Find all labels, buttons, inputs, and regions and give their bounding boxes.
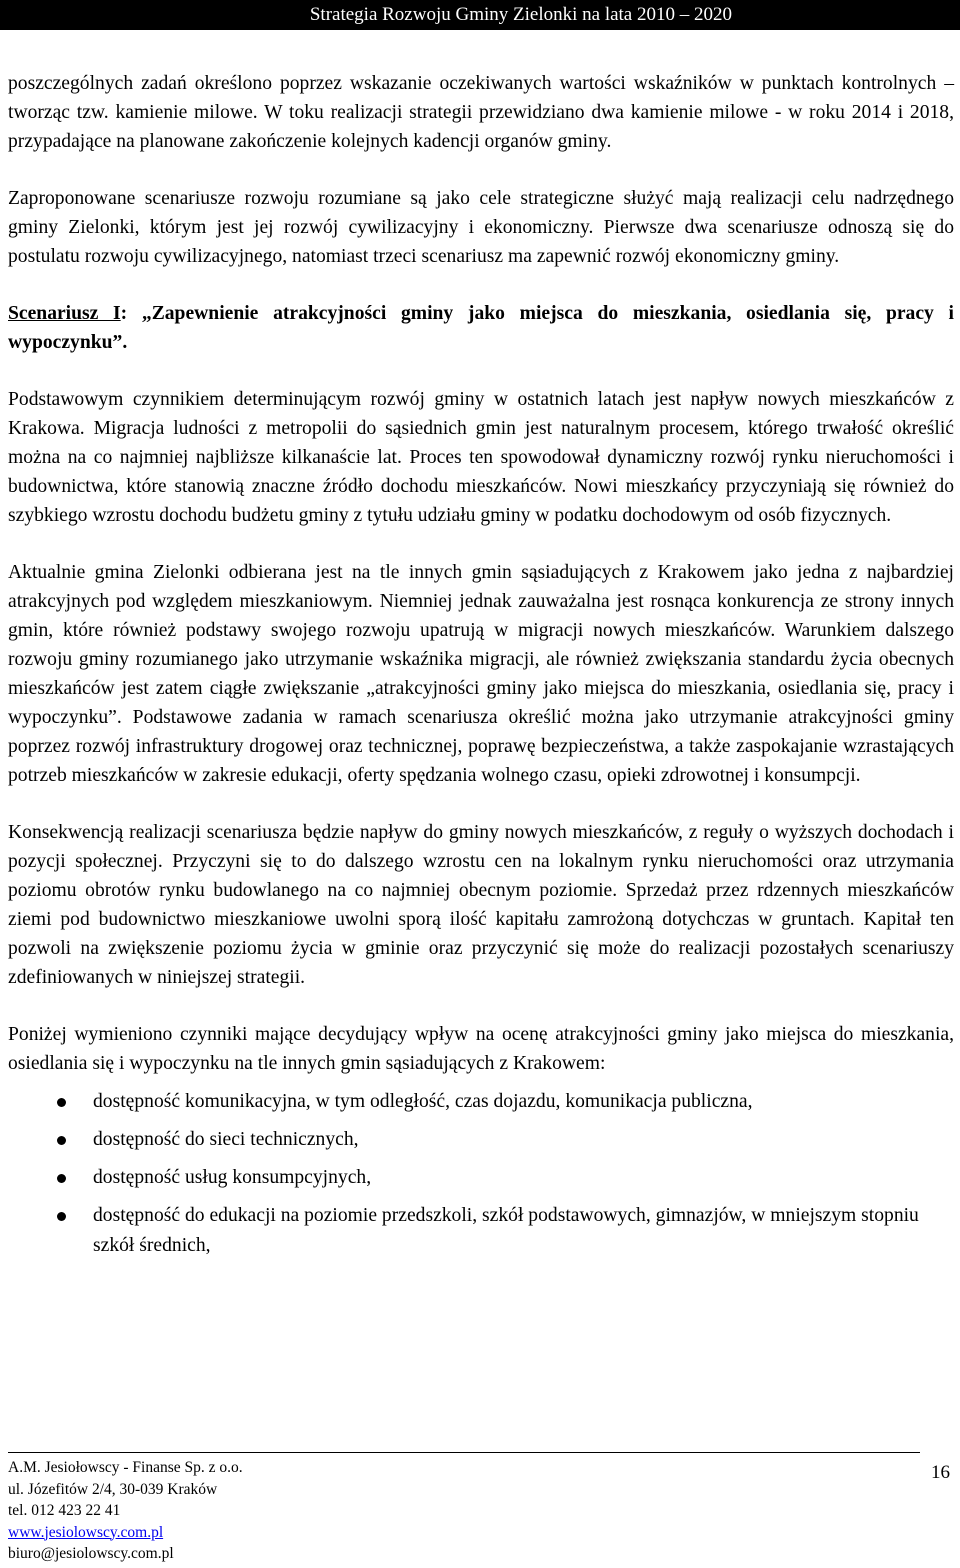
page-number: 16	[931, 1462, 950, 1483]
paragraph-scenarios: Zaproponowane scenariusze rozwoju rozumiane są jako cele strategiczne służyć mają realizacji celu nadrzędnego gminy Zielonki, którym jest jej rozwój cywilizacyjny i ekonomiczny. Pierwsze dwa scenariusze odnoszą się do postulatu rozwoju cywilizacyjnego, natomiast trzeci scenariusz ma zapewnić rozwój ekonomiczny gminy.	[8, 188, 954, 267]
document-title: Strategia Rozwoju Gminy Zielonki na lata 2010 – 2020	[309, 4, 732, 25]
page-footer	[8, 1457, 243, 1565]
paragraph-consequences: Konsekwencją realizacji scenariusza będzie napływ do gminy nowych mieszkańców, z reguły o wyższych dochodach i pozycji społecznej. Przyczyni się to do dalszego wzrostu cen na lokalnym rynku nieruchomości oraz utrzymania poziomu obrotów rynku budowlanego na co najmniej obecnym poziomie. Sprzedaż przez rdzennych mieszkańców ziemi pod budownictwo mieszkaniowe uwolni sporą ilość kapitału zamrożoną dotychczas w gruntach. Kapitał ten pozwoli na zwiększenie poziomu życia w gminie oraz przyczynić się może do realizacji pozostałych scenariuszy zdefiniowanych w niniejszej strategii.	[8, 822, 954, 988]
list-item: dostępność komunikacyjna, w tym odległość, czas dojazdu, komunikacja publiczna,	[8, 1087, 954, 1117]
factors-list	[8, 1087, 954, 1261]
footer-company: A.M. Jesiołowscy - Finanse Sp. z o.o.	[8, 1459, 243, 1476]
footer-divider	[8, 1452, 920, 1453]
scenario-heading	[8, 299, 954, 357]
page-header	[0, 0, 960, 30]
paragraph-attractiveness: Aktualnie gmina Zielonki odbierana jest na tle innych gmin sąsiadujących z Krakowem jako jedna z najbardziej atrakcyjnych pod względem mieszkaniowym. Niemniej jednak zauważalna jest rosnąca konkurencja ze strony innych gmin, które również podstawy swojego rozwoju upatrują w migracji nowych mieszkańców. Warunkiem dalszego rozwoju gminy rozumianego jako utrzymanie wskaźnika migracji, ale również zwiększania standardu życia obecnych mieszkańców jest zatem ciągłe zwiększanie „atrakcyjności gminy jako miejsca do mieszkania, osiedlania się, pracy i wypoczynku”. Podstawowe zadania w ramach scenariusza określić można jako utrzymanie atrakcyjności gminy poprzez rozwój infrastruktury drogowej oraz technicznej, poprawę bezpieczeństwa, a także zaspokajanie wzrastających potrzeb mieszkańców w zakresie edukacji, oferty spędzania wolnego czasu, opieki zdrowotnej i konsumpcji.	[8, 562, 954, 786]
footer-website-link[interactable]: www.jesiolowscy.com.pl	[8, 1523, 164, 1541]
paragraph-milestones: poszczególnych zadań określono poprzez wskazanie oczekiwanych wartości wskaźników w punktach kontrolnych – tworząc tzw. kamienie milowe. W toku realizacji strategii przewidziano dwa kamienie milowe - w roku 2014 i 2018, przypadające na planowane zakończenie kolejnych kadencji organów gminy.	[8, 73, 954, 152]
paragraph-migration: Podstawowym czynnikiem determinującym rozwój gminy w ostatnich latach jest napływ nowych mieszkańców z Krakowa. Migracja ludności z metropolii do sąsiednich gmin jest naturalnym procesem, którego trwałość określić można na co najmniej najbliższe kilkanaście lat. Proces ten spowodował dynamiczny rozwój rynku nieruchomości i budownictwa, które stanowią znaczne źródło dochodu mieszkańców. Nowi mieszkańcy przyczyniają się również do szybkiego wzrostu dochodu budżetu gminy z tytułu udziału gminy w podatku dochodowym od osób fizycznych.	[8, 389, 954, 526]
footer-email: biuro@jesiolowscy.com.pl	[8, 1545, 174, 1562]
footer-phone: tel. 012 423 22 41	[8, 1502, 121, 1519]
footer-address: ul. Józefitów 2/4, 30-039 Kraków	[8, 1480, 218, 1498]
paragraph-factors-intro: Poniżej wymieniono czynniki mające decydujący wpływ na ocenę atrakcyjności gminy jako miejsca do mieszkania, osiedlania się i wypoczynku na tle innych gmin sąsiadujących z Krakowem:	[8, 1024, 954, 1074]
document-body	[8, 69, 954, 1269]
scenario-title: : „Zapewnienie atrakcyjności gminy jako miejsca do mieszkania, osiedlania się, pracy i wypoczynku”.	[8, 303, 954, 353]
list-item: dostępność do sieci technicznych,	[8, 1125, 954, 1155]
list-item: dostępność do edukacji na poziomie przedszkoli, szkół podstawowych, gimnazjów, w mniejszym stopniu szkół średnich,	[8, 1201, 954, 1261]
scenario-label: Scenariusz I	[8, 303, 121, 324]
list-item: dostępność usług konsumpcyjnych,	[8, 1163, 954, 1193]
